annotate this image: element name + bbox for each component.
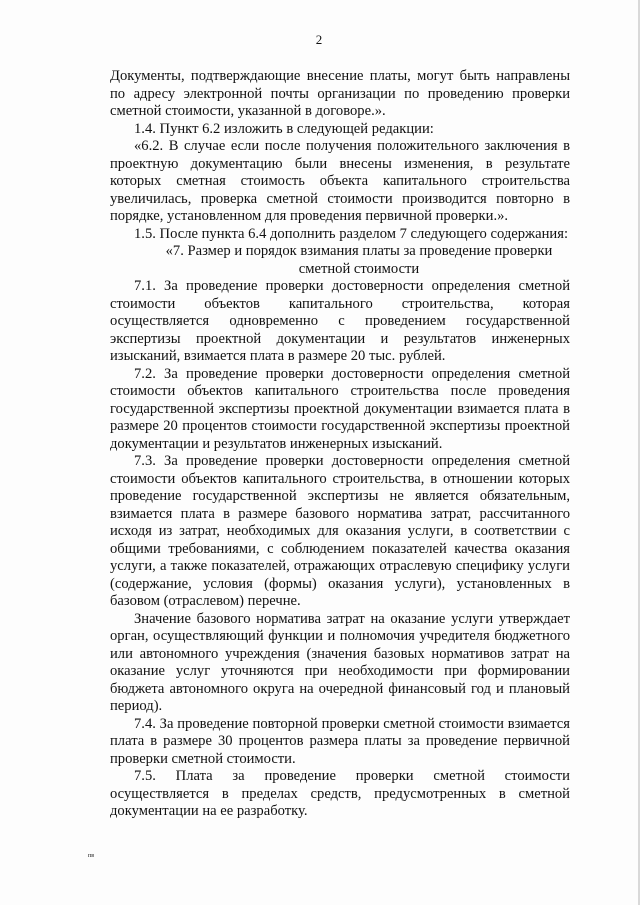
paragraph-item-7-2: 7.2. За проведение проверки достоверности определения сметной стоимости объектов капитального строительства после проведения государственной экспертизы проектной документации взимается плата в размере 20 процентов стоимости государственной экспертизы проектной документации и результатов инженерных изысканий. [110,365,570,452]
paragraph-item-7-4: 7.4. За проведение повторной проверки сметной стоимости взимается плата в размере 30 процентов размера платы за проведение первичной проверки сметной стоимости. [110,715,570,767]
paragraph-item-1-5: 1.5. После пункта 6.4 дополнить разделом 7 следующего содержания: [134,225,568,242]
section-7-heading-block [148,243,570,278]
document-body [110,68,570,821]
paragraph-item-6-2: «6.2. В случае если после получения положительного заключения в проектную документацию были внесены изменения, в результате которых сметная стоимость объекта капитального строительства увеличилась, проверка сметной стоимости производится повторно в порядке, установленном для проведения первичной проверки.». [110,138,570,224]
paragraph-item-7-3: 7.3. За проведение проверки достоверности определения сметной стоимости объектов капитального строительства, в отношении которых проведение государственной экспертизы не является обязательным, взимается плата в размере базового норматива затрат, рассчитанного исходя из затрат, необходимых для оказания услуги, в соответствии с общими требованиями, с соблюдением показателей качества оказания услуги, а также показателей, отражающих отраслевую специфику услуги (содержание, условия (формы) оказания услуги), установленных в базовом (отраслевом) перечне. [110,453,570,609]
paragraph-base-norm: Значение базового норматива затрат на оказание услуги утверждает орган, осуществляющий функции и полномочия учредителя бюджетного или автономного учреждения (значения базовых нормативов затрат на оказание услуг уточняются при необходимости при формировании бюджета автономного округа на очередной финансовый год и плановый период). [110,610,570,714]
paragraph-item-1-4: 1.4. Пункт 6.2 изложить в следующей редакции: [134,120,434,137]
paragraph-item-7-5: 7.5. Плата за проведение проверки сметной стоимости осуществляется в пределах средств, предусмотренных в сметной документации на ее разработку. [110,768,570,819]
footer-mark: пв [88,853,95,859]
paragraph-payment-documents: Документы, подтверждающие внесение платы, могут быть направлены по адресу электронной почты организации по проведению проверки сметной стоимости, указанной в договоре.». [110,68,570,119]
page-number: 2 [315,32,323,47]
paragraph-item-7-1: 7.1. За проведение проверки достоверности определения сметной стоимости объектов капитального строительства, которая осуществляется одновременно с проведением государственной экспертизы проектной документации и результатов инженерных изысканий, взимается плата в размере 20 тыс. рублей. [110,278,570,364]
section-7-heading: «7. Размер и порядок взимания платы за проведение проверки сметной стоимости [165,243,553,277]
